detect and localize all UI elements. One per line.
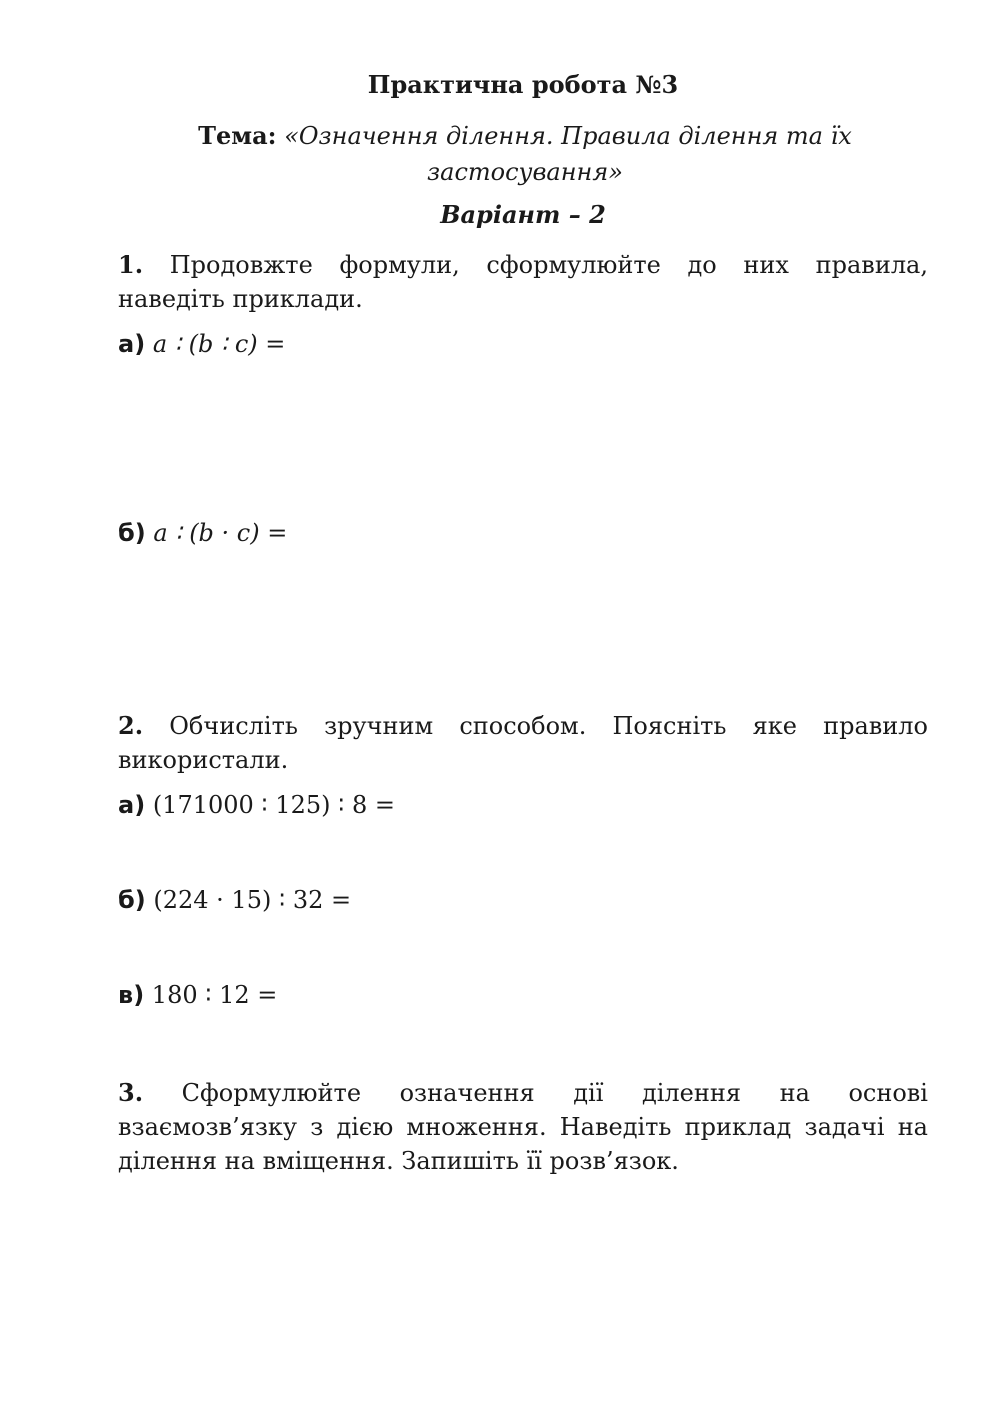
task-2 xyxy=(118,709,928,777)
item-label: а) xyxy=(118,791,146,819)
formula: a ∶ (b · c) = xyxy=(153,519,288,547)
page-title: Практична робота №3 xyxy=(367,70,679,99)
topic xyxy=(150,118,900,190)
item-label: б) xyxy=(118,519,146,547)
variant-heading: Варіант – 2 xyxy=(440,200,606,229)
task-2-item-b xyxy=(118,886,351,914)
expression: 180 ∶ 12 = xyxy=(151,981,278,1009)
formula: a ∶ (b ∶ c) = xyxy=(152,330,286,358)
task-2-number: 2. xyxy=(118,711,144,740)
task-2-text: Обчисліть зручним способом. Поясніть яке правило використали. xyxy=(118,712,928,774)
topic-label: Тема: xyxy=(198,121,277,150)
task-3-number: 3. xyxy=(118,1078,144,1107)
item-label: а) xyxy=(118,330,146,358)
task-2-item-a xyxy=(118,791,395,819)
task-1-item-a xyxy=(118,330,285,358)
task-1-item-b xyxy=(118,519,287,547)
task-1 xyxy=(118,248,928,316)
expression: (171000 ∶ 125) ∶ 8 = xyxy=(152,791,395,819)
task-3-text: Сформулюйте означення дії ділення на основі взаємозв’язку з дією множення. Наведіть приклад задачі на ділення на вміщення. Запишіть її розв’язок. xyxy=(118,1079,928,1175)
task-1-text: Продовжте формули, сформулюйте до них правила, наведіть приклади. xyxy=(118,251,928,313)
task-3 xyxy=(118,1076,928,1178)
topic-text: «Означення ділення. Правила ділення та їх застосування» xyxy=(284,122,852,186)
item-label: в) xyxy=(118,981,145,1009)
expression: (224 · 15) ∶ 32 = xyxy=(153,886,352,914)
task-1-number: 1. xyxy=(118,250,144,279)
task-2-item-c xyxy=(118,981,277,1009)
item-label: б) xyxy=(118,886,146,914)
